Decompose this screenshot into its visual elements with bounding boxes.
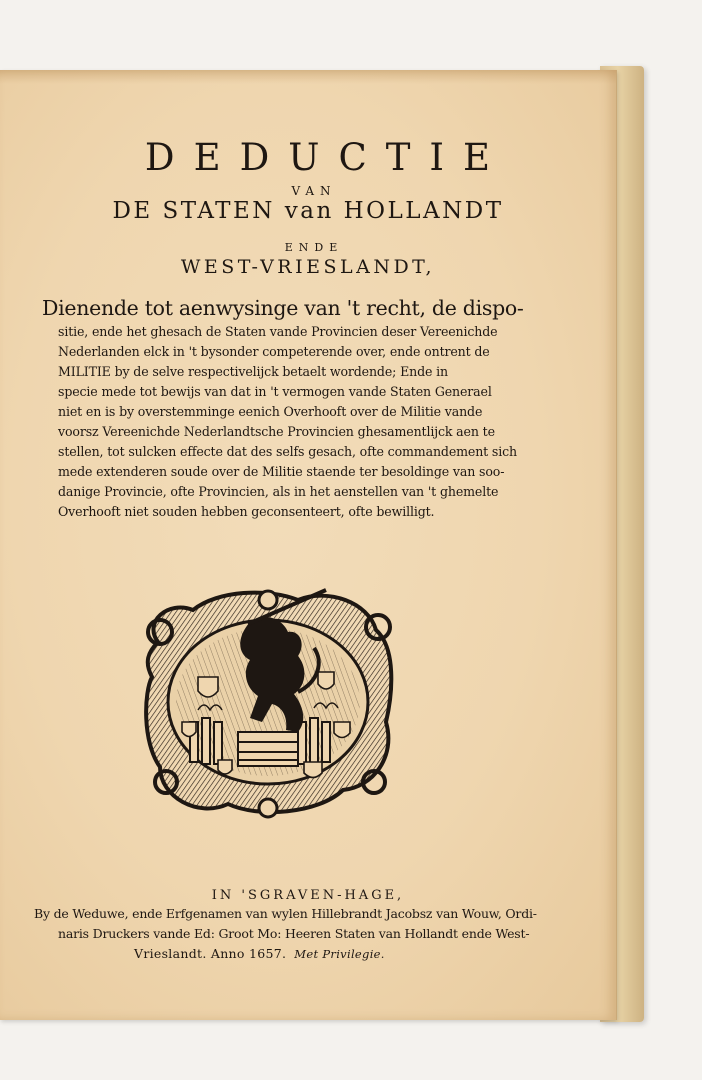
hollandic-garden-lion-emblem-icon [138, 582, 398, 822]
body-line: Overhooft niet souden hebben geconsenteert, ofte bewilligt. [58, 504, 435, 519]
title-ende: ENDE [284, 241, 344, 254]
body-line: MILITIE by de selve respectivelijck betaelt wordende; Ende in [58, 364, 449, 379]
title-staten: DE STATEN van HOLLANDT [112, 198, 504, 224]
main-title: DEDUCTIE [144, 136, 510, 179]
title-van: VAN [291, 184, 337, 198]
body-line: Nederlanden elck in 't bysonder competerende over, ende ontrent de [58, 344, 490, 359]
body-line: voorsz Vereenichde Nederlandtsche Provincien ghesamentlijck aen te [58, 424, 495, 439]
body-line: sitie, ende het ghesach de Staten vande Provincien deser Vereenichde [58, 324, 498, 339]
imprint-year: Vrieslandt. Anno 1657. [134, 946, 287, 961]
imprint-printer-line-2: naris Druckers vande Ed: Groot Mo: Heeren Staten van Hollandt ende West- [58, 926, 530, 941]
title-page [0, 70, 617, 1020]
body-line: specie mede tot bewijs van dat in 't vermogen vande Staten Generael [58, 384, 492, 399]
imprint-year-line [134, 946, 385, 961]
imprint-place: IN 'SGRAVEN-HAGE, [211, 888, 405, 903]
lead-line: Dienende tot aenwysinge van 't recht, de dispo- [42, 296, 524, 320]
page-top-stain [0, 70, 616, 84]
privilege-note: Met Privilegie. [294, 947, 385, 961]
body-line: mede extenderen soude over de Militie staende ter besoldinge van soo- [58, 464, 505, 479]
body-line: niet en is by overstemminge eenich Overhooft over de Militie vande [58, 404, 483, 419]
title-west-vrieslandt: WEST-VRIESLANDT, [180, 256, 436, 278]
imprint-printer-line-1: By de Weduwe, ende Erfgenamen van wylen Hillebrandt Jacobsz van Wouw, Ordi- [34, 906, 537, 921]
body-line: danige Provincie, ofte Provincien, als in het aenstellen van 't ghemelte [58, 484, 499, 499]
body-line: stellen, tot sulcken effecte dat des selfs gesach, ofte commandement sich [58, 444, 517, 459]
